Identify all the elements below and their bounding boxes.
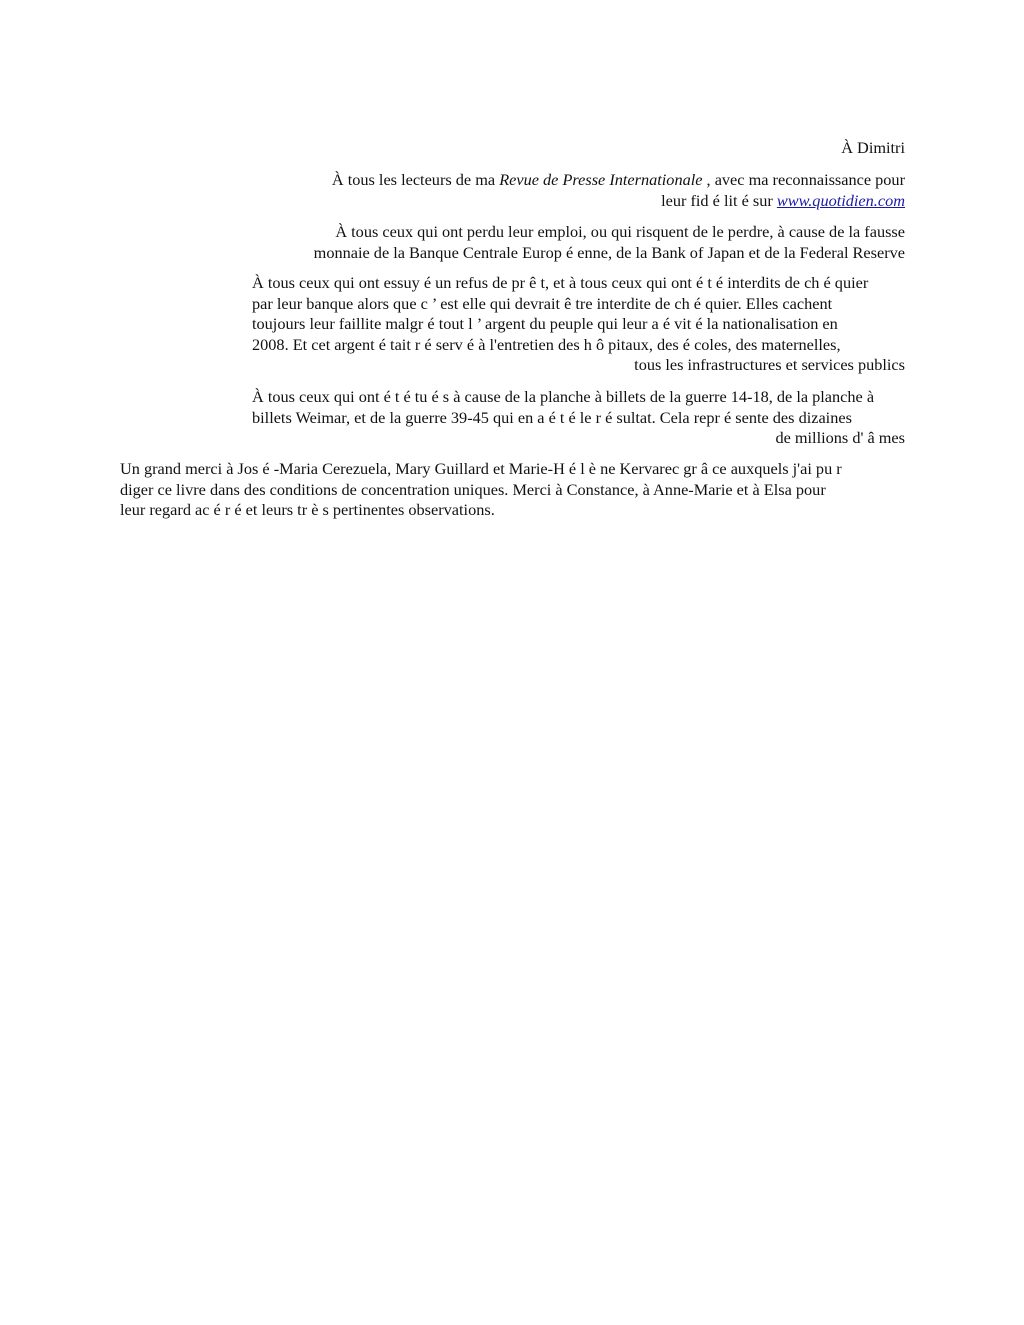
loan-refusal-paragraph xyxy=(252,273,905,376)
acknowledgements-line-3: leur regard ac é r é et leurs tr è s pertinentes observations. xyxy=(120,500,495,520)
loan-refusal-line-3: toujours leur faillite malgr é tout l ’ argent du peuple qui leur a é vit é la nationalisation en xyxy=(252,314,838,334)
dedication-line xyxy=(120,138,905,159)
war-line-1: À tous ceux qui ont é t é tu é s à cause de la planche à billets de la guerre 14-18, de la planche à xyxy=(252,387,875,406)
war-line-3: de millions d' â mes xyxy=(775,428,905,448)
employment-line-2: monnaie de la Banque Centrale Europ é enne, de la Bank of Japan et de la Federal Reserve xyxy=(313,242,905,262)
readers-review-title: Revue de Presse Internationale xyxy=(499,170,703,189)
war-line-2: billets Weimar, et de la guerre 39-45 qui en a é t é le r é sultat. Cela repr é sente des dizaines xyxy=(252,407,852,427)
loan-refusal-line-5: tous les infrastructures et services publics xyxy=(634,355,905,375)
employment-line-1: À tous ceux qui ont perdu leur emploi, ou qui risquent de le perdre, à cause de la fausse xyxy=(335,222,905,241)
loan-refusal-line-2: par leur banque alors que c ’ est elle qui devrait ê tre interdite de ch é quier. Elles cachent xyxy=(252,293,833,313)
loan-refusal-line-4: 2008. Et cet argent é tait r é serv é à l'entretien des h ô pitaux, des é coles, des maternelles, xyxy=(252,334,841,354)
readers-line-2 xyxy=(120,191,905,212)
acknowledgements-line-1: Un grand merci à Jos é -Maria Cerezuela, Mary Guillard et Marie-H é l è ne Kervarec gr â ce auxquels j'ai pu r xyxy=(120,459,842,478)
readers-fidelity-text: leur fid é lit é sur xyxy=(661,190,777,210)
dedication-text: À Dimitri xyxy=(841,138,905,157)
war-paragraph xyxy=(252,387,905,449)
loan-refusal-line-1: À tous ceux qui ont essuy é un refus de pr ê t, et à tous ceux qui ont é t é interdits de ch é quier xyxy=(252,273,869,292)
readers-text-before: À tous les lecteurs de ma xyxy=(331,170,500,189)
readers-text-after: , avec ma reconnaissance pour xyxy=(702,170,905,189)
acknowledgements-line-2: diger ce livre dans des conditions de concentration uniques. Merci à Constance, à Anne-Marie et à Elsa pour xyxy=(120,479,826,499)
acknowledgements-paragraph xyxy=(120,459,905,521)
readers-paragraph xyxy=(120,170,905,211)
quotidien-link[interactable]: www.quotidien.com xyxy=(776,190,905,210)
readers-line-1 xyxy=(120,170,905,191)
employment-paragraph xyxy=(120,222,905,263)
